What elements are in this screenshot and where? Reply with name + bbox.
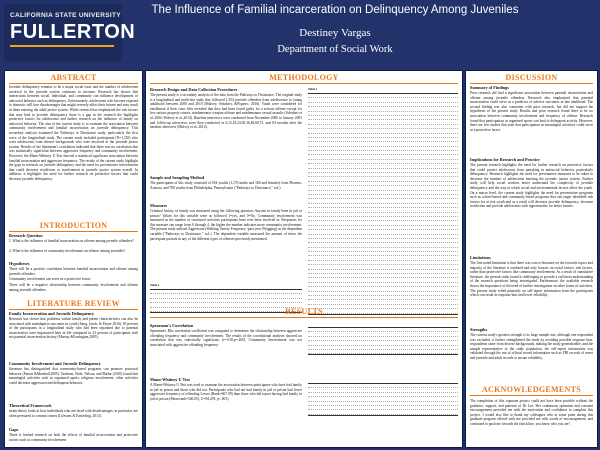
research-question-2: 2. What is the influence of community involvement on offense among juveniles? bbox=[9, 249, 126, 253]
lit-heading-1: Family Incarceration and Juvenile Delinquency bbox=[9, 311, 95, 316]
discussion-text-3: The first noted limitation is that there was scarce literature on the research topics and majority of the literature is outdated and only focuses on social factors, risk factors, rather than protective factors like community involvement. As a result of cumulative literature, the present study found it challenging to provide a sufficient understanding of the research questions being investigated. Furthermore, the available research shows the importance of the need of further investigation on other forms of activities. The present study relied primarily on self-report information from the participants which can result in response bias and lower reliability. bbox=[470, 261, 593, 298]
hypotheses-heading: Hypotheses bbox=[9, 261, 30, 266]
table1-title: Table 1 bbox=[308, 87, 318, 91]
results-table-2 bbox=[308, 383, 458, 416]
method-text-1: The present study is a secondary analysis of the data from the Pathways to Desistance. The original study is a longitudinal and multi-site study that followed 1,354 juvenile offenders from adolescence to young adulthood between 2000 and 2010 (Mulvey, Schubert, &Piquero, 2016). Youth were considered for enrollment if their court files revealed that they had been found guilty for a serious offense except for less serious property crimes, misdemeanor weapon offense and misdemeanor sexual assaults (Schubert et al.,2004; Mulvey et al.,2014). Baseline interviews were conducted from November 2000 to January 2003 and follow-up interviews were then conducted at 6,12,18,24,30,36,48,60,72, and 84 months after the baseline interview (Mulvey et al.,2014). bbox=[150, 93, 302, 130]
research-question-heading: Research Question bbox=[9, 233, 43, 238]
discussion-heading-2: Implications for Research and Practice bbox=[470, 157, 540, 162]
method-heading-2: Sample and Sampling Method bbox=[150, 175, 205, 180]
method-heading-3: Measures bbox=[150, 203, 168, 208]
results-text-1: Spearman's Rho correlation coefficient was computed to determine the relationship between aggressive offending frequency and community involvement. The results of the correlational analyses showed no correlation that was statistically significant, (r=.018,p=.469). Community Involvement was not associated with aggressive offending frequency. bbox=[150, 329, 302, 347]
acknowledgements-text: The completion of this capstone project could not have been possible without the guidance, support, and patience of Dr Lee. Her continuous optimism and constant encouragement provided me with the motivation and confidence to complete this project. I would also like to thank my colleagues who at some point during this graduate program offered with me provided me with words of encouragement, and continued to push me towards the finish line, you know who you are! bbox=[470, 399, 593, 426]
poster-department: Department of Social Work bbox=[277, 44, 393, 55]
literature-heading: LITERATURE REVIEW bbox=[27, 299, 120, 308]
lit-text-2: literature has distinguished that community-based programs can promote prosocial behavior (Parton &Marshall,2005). Taulman, Wale, Nelson, and Madar (2010) found that meaningful activities such as organized sports, religious involvement, other activities could decrease aggression and delinquent behavior. bbox=[9, 367, 138, 385]
lit-heading-3: Theoretical Framework bbox=[9, 403, 52, 408]
middle-column bbox=[145, 70, 463, 448]
acknowledgements-heading: ACKNOWLEDGEMENTS bbox=[481, 385, 582, 394]
results-heading-1: Spearman's Correlation bbox=[150, 323, 194, 328]
logo-university: CALIFORNIA STATE UNIVERSITY bbox=[10, 12, 121, 19]
discussion-heading-3: Limitations bbox=[470, 255, 491, 260]
divider bbox=[470, 83, 593, 84]
lit-text-1: Research has shown that problems within family and parent characteristics can also be associated with maladaptive outcomes in youth (Jaerg, Jacob, & Payne 2016). 65 percent of the participants in a longitudinal study who had been separated due to parental incarceration were imprisoned later in life compared to 23 percent of participants with not parental incarceration history (Murray &Farrington,2005). bbox=[9, 317, 138, 340]
method-heading-1: Research Design and Data Collection Procedures bbox=[150, 87, 238, 92]
divider bbox=[9, 309, 138, 310]
right-column bbox=[465, 70, 598, 448]
divider bbox=[9, 231, 138, 232]
poster-header bbox=[0, 0, 600, 66]
discussion-text-1: Prior research did find a significant association between parental incarceration and offense among juvenile offenders. Research also emphasized that parental incarceration could serve as a predictor of adverse outcomes in late adulthood. The second finding was also consistent with prior research, but did not support the hypothesis of the present study. Results and prior research found there to be no association between community involvement and frequency of offense. Research found that participation in organized sports can lead to delinquent activity. However, there are few studies that state that participation in meaningful activities could serve as a protective factor. bbox=[470, 91, 593, 132]
hypothesis-2: Community involvement can serve as a protective factor. bbox=[9, 277, 92, 281]
lit-text-3: strain theory looks at how individuals who are faced with disadvantages, in particular, are often pressured to commit crimes (Lifesons & Easterling, 2013). bbox=[9, 409, 138, 418]
discussion-text-2: The present research highlights the need for further research on protective factors that could protect adolescents from partaking in antisocial behavior, particularly delinquency. Research highlights the need for preventative measures to be taken to decrease the number of adolescents entering the juvenile justice system. Further study will help social workers better understand the complexity of juvenile delinquency and the way in which social and environmental factors affect the youth. On a macro level, the current study highlights the need for preventative programs such as school-based and community-based programs that can target identified risk factors for at risk youth and as a result will decrease juvenile delinquency, decrease recidivism and provide adolescents with opportunities for better futures. bbox=[470, 163, 593, 209]
introduction-heading: INTRODUCTION bbox=[39, 221, 108, 230]
method-text-3: Criminal history of family was measured using the following question: Anyone in family been in jail or prison? Values for this variable were as followed 1=yes, and 0=No. Community involvement was measured as the number of structured activities participants have ever been involved in. Responses for this measure can range from 0 through 4, the higher the number indicates more community involvement. The present study utilized Aggression (Walking Variety Frequency -past year (Wagging) as the dependent variable ("Pathways to Desistance," n.d.). The dependent variable measured the amount of times the participant partook in any of the different types of offenses previously mentioned. bbox=[150, 209, 302, 241]
poster-title: The Influence of Familial incarceration on Delinquency Among Juveniles bbox=[151, 4, 519, 16]
discussion-heading-4: Strengths bbox=[470, 327, 488, 332]
hypothesis-1: There will be a positive correlation between familial incarceration and offense among juvenile offenders. bbox=[9, 267, 138, 276]
divider bbox=[470, 395, 593, 396]
poster-author: Destiney Vargas bbox=[299, 27, 371, 39]
abstract-heading: ABSTRACT bbox=[50, 73, 97, 82]
lit-text-4: There is limited research on both the effects of familial incarceration and protective factors such as community involvement bbox=[9, 433, 138, 442]
logo-campus: FULLERTON bbox=[10, 21, 136, 43]
results-heading-2: Mann-Whitney U Test bbox=[150, 377, 190, 382]
discussion-heading: DISCUSSION bbox=[505, 73, 558, 82]
divider bbox=[150, 317, 458, 318]
hypothesis-3: There will be a negative relationship between community involvement and offense among juvenile offenders. bbox=[9, 283, 138, 292]
results-text-2: A Mann-Whitney U Test was used to examine the association between participants who have had family in jail or prison and those who did not. Participants who had not had family in jail or prison had lower aggressive frequency of offending Lower (Rank=667.09) than those who did report having had family in jail or prison (Mean rank=546.05), U=84,478, p<.001). bbox=[150, 383, 302, 401]
table2-title: Table 2 bbox=[150, 283, 160, 287]
university-logo bbox=[4, 4, 136, 62]
lit-heading-4: Gaps bbox=[9, 427, 19, 432]
table-1 bbox=[308, 93, 458, 315]
logo-underline bbox=[10, 45, 114, 47]
discussion-heading-1: Summary of Findings bbox=[470, 85, 509, 90]
abstract-text: Juvenile delinquency remains to be a major social issue and the number of adolescents involved in the juvenile system continues to increase. Research has shown that interactions between social, individual, and community can influence development of antisocial behavior such as delinquency. Unfortunately, adolescents who become exposed to domestic will face disadvantages that might severely affect their futures and may result in them entering the adult justice system. While research has emphasized the risk factors that may lead to juvenile delinquency there is a gap in the research the highlights protective factors for adolescents and further research on the influence of family on antisocial behavior. The aim of the current study is to examine the association between community involvement and familial incarceration on juvenile delinquency. This secondary analysis examined the Pathways to Desistance study, particularly the first wave of the longitudinal study. The current study included participants (N=1,355) who were adolescents from diverse backgrounds who were involved in the juvenile justice system. Results of the Spearman's correlation indicated that there was no correlation that was statistically significant between aggressive frequency and community involvement. However, the Mann-Whitney U Test showed a statistical significant association between familial incarceration and aggressive frequency. The results of the current study highlight the gaps in research on juvenile delinquency and the need for preventative interventions that could decrease recidivism or involvement in juvenile justice system overall. In addition, it highlights the need for further research on protective factors that could decrease juvenile delinquency. bbox=[9, 85, 138, 181]
results-table-1 bbox=[308, 327, 458, 355]
research-question-1: 1. What is the influence of familial incarceration on offense among juvenile offenders? bbox=[9, 239, 134, 243]
divider bbox=[9, 83, 138, 84]
methodology-heading: METHODOLOGY bbox=[269, 73, 339, 82]
divider bbox=[150, 83, 458, 84]
discussion-text-4: The current study's greatest strength is its large sample size, although one respondent was excluded, it further strengthened the study by avoiding possible response bias. respondents came from diverse backgrounds, making the study generalizable, and the sample representative of the study population, the self-report information was validated through the use of official record information such as FBI records of arrest and juvenile and adult records to ensure reliability. bbox=[470, 333, 593, 360]
results-heading: RESULTS bbox=[285, 307, 323, 316]
left-column bbox=[4, 70, 143, 448]
lit-heading-2: Community Involvement and Juvenile Delinquency bbox=[9, 361, 101, 366]
method-text-2: The participants of this study consisted of 654 youths (1,170 males and 184 and females) from Phoenix, Arizona, and 700 youths from Philadelphia, Pennsylvania ("Pathways to Desistance," n.d.). bbox=[150, 181, 302, 190]
